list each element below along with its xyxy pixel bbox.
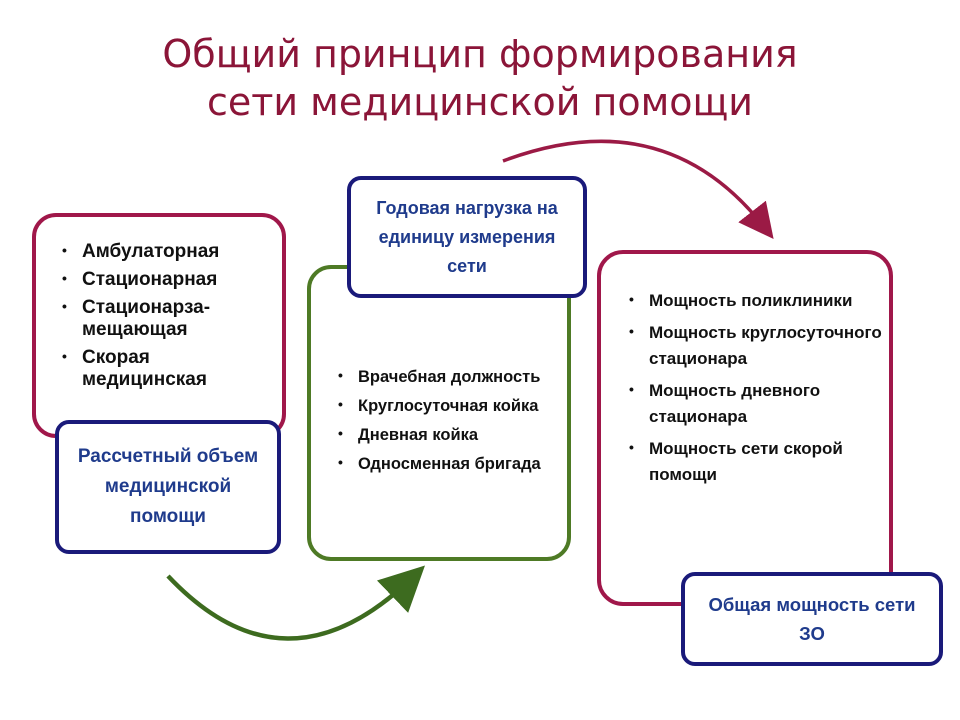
load-box xyxy=(347,176,587,298)
care-types-list xyxy=(60,241,270,397)
units-list xyxy=(336,365,561,481)
capacity-list xyxy=(627,288,887,494)
units-box xyxy=(307,265,571,561)
title-line-2: сети медицинской помощи xyxy=(207,80,753,124)
list-item: • Круглосуточная койка xyxy=(336,394,561,419)
list-item: • Односменная бригада xyxy=(336,452,561,477)
volume-box xyxy=(55,420,281,554)
title-line-1: Общий принцип формирования xyxy=(162,32,798,76)
load-label: Годовая нагрузка на единицу измерения сети xyxy=(376,197,558,276)
list-item: • Амбулаторная xyxy=(60,241,270,263)
list-item: • Скорая медицинская xyxy=(60,347,270,391)
volume-label: Рассчетный объем медицинской помощи xyxy=(77,446,259,527)
capacity-box xyxy=(597,250,893,606)
curved-arrow-green-icon xyxy=(168,576,412,639)
total-capacity-label: Общая мощность сети ЗО xyxy=(708,594,916,644)
list-item: • Стационарза-мещающая xyxy=(60,297,270,341)
list-item: • Мощность поликлиники xyxy=(627,288,887,314)
list-item: • Мощность круглосуточного стационара xyxy=(627,320,887,372)
list-item: • Врачебная должность xyxy=(336,365,561,390)
list-item: • Мощность сети скорой помощи xyxy=(627,436,887,488)
care-types-box xyxy=(32,213,286,438)
list-item: • Мощность дневного стационара xyxy=(627,378,887,430)
total-capacity-box xyxy=(681,572,943,666)
list-item: • Дневная койка xyxy=(336,423,561,448)
list-item: • Стационарная xyxy=(60,269,270,291)
